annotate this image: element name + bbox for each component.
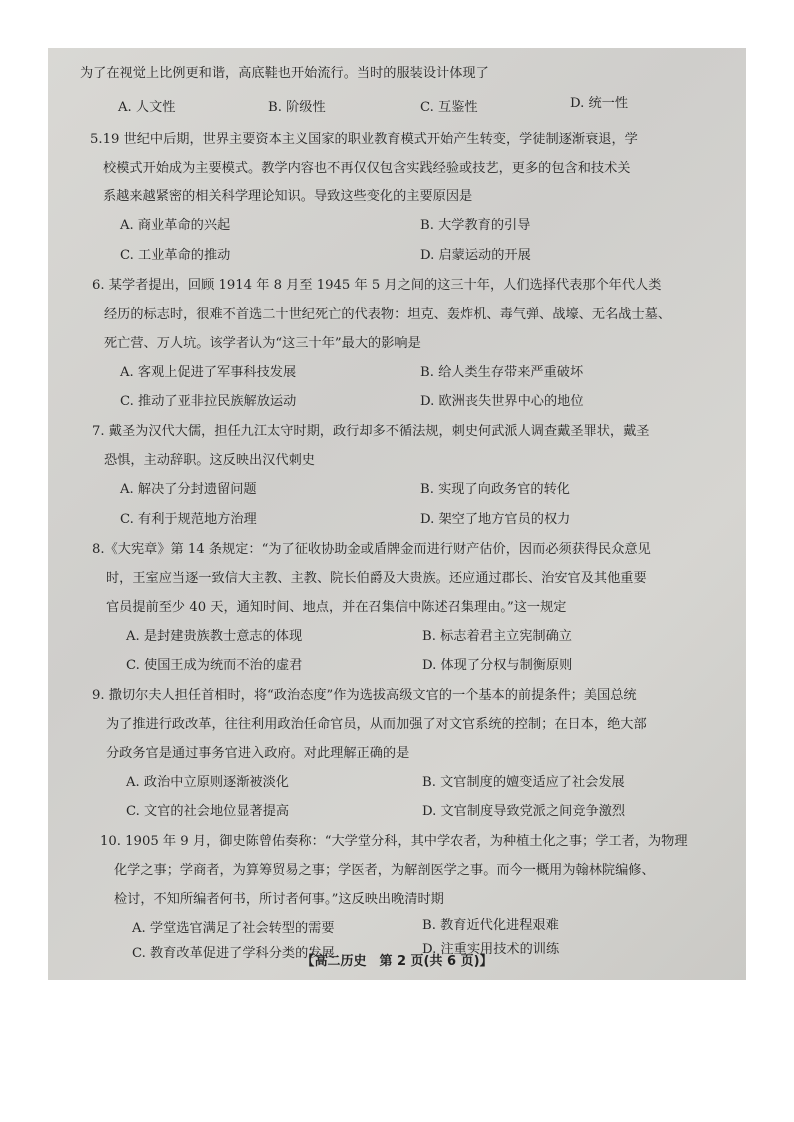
q7-option-c: C. 有利于规范地方治理	[120, 512, 257, 527]
q5-option-b: B. 大学教育的引导	[420, 218, 531, 233]
q9-line-1: 9. 撒切尔夫人担任首相时，将“政治态度”作为选拔高级文官的一个基本的前提条件；美国总统	[92, 688, 637, 703]
q8-line-1: 8.《大宪章》第 14 条规定：“为了征收协助金或盾牌金而进行财产估价，因而必须获得民众意见	[92, 542, 651, 557]
q9-line-3: 分政务官是通过事务官进入政府。对此理解正确的是	[106, 746, 410, 761]
q5-option-d: D. 启蒙运动的开展	[420, 248, 531, 263]
q6-option-a: A. 客观上促进了军事科技发展	[120, 365, 297, 380]
q8-option-a: A. 是封建贵族教士意志的体现	[126, 629, 303, 644]
q7-line-2: 恐惧，主动辞职。这反映出汉代刺史	[104, 453, 315, 468]
q9-option-c: C. 文官的社会地位显著提高	[126, 804, 290, 819]
q8-option-d: D. 体现了分权与制衡原则	[422, 658, 573, 673]
q6-option-d: D. 欧洲丧失世界中心的地位	[420, 394, 584, 409]
q10-line-3: 检讨，不知所编者何书，所讨者何事。”这反映出晚清时期	[114, 892, 444, 907]
q5-line-3: 系越来越紧密的相关科学理论知识。导致这些变化的主要原因是	[103, 189, 473, 204]
q8-option-b: B. 标志着君主立宪制确立	[422, 629, 572, 644]
q8-line-2: 时，王室应当逐一致信大主教、主教、院长伯爵及大贵族。还应通过郡长、治安官及其他重要	[106, 571, 647, 586]
q6-option-b: B. 给人类生存带来严重破坏	[420, 365, 584, 380]
exam-page-photo	[48, 48, 746, 980]
q9-option-a: A. 政治中立原则逐渐被淡化	[126, 775, 289, 790]
q6-line-2: 经历的标志时，很难不首选二十世纪死亡的代表物：坦克、轰炸机、毒气弹、战壕、无名战士墓、	[104, 307, 672, 322]
q10-line-1: 10. 1905 年 9 月，御史陈曾佑奏称：“大学堂分科，其中学农者，为种植土化之事；学工者，为物理	[100, 834, 688, 849]
q10-option-c: C. 教育改革促进了学科分类的发展	[132, 946, 335, 961]
q7-line-1: 7. 戴圣为汉代大儒，担任九江太守时期，政行却多不循法规，刺史何武派人调查戴圣罪状，戴圣	[92, 424, 650, 439]
q8-option-c: C. 使国王成为统而不治的虚君	[126, 658, 303, 673]
q9-option-d: D. 文官制度导致党派之间竞争激烈	[422, 804, 626, 819]
page-footer: 【高二历史 第 2 页(共 6 页)】	[301, 954, 493, 969]
q10-line-2: 化学之事；学商者，为算筹贸易之事；学医者，为解剖医学之事。而今一概用为翰林院编修、	[114, 863, 655, 878]
q9-line-2: 为了推进行政改革，往往利用政治任命官员，从而加强了对文官系统的控制；在日本，绝大部	[106, 717, 647, 732]
q10-option-b: B. 教育近代化进程艰难	[422, 918, 559, 933]
q4-option-d: D. 统一性	[570, 96, 629, 111]
q6-line-1: 6. 某学者提出，回顾 1914 年 8 月至 1945 年 5 月之间的这三十年，人们选择代表那个年代人类	[92, 278, 662, 293]
q6-line-3: 死亡营、万人坑。该学者认为“这三十年”最大的影响是	[104, 336, 421, 351]
q5-line-2: 校模式开始成为主要模式。教学内容也不再仅仅包含实践经验或技艺，更多的包含和技术关	[103, 161, 631, 176]
q8-line-3: 官员提前至少 40 天，通知时间、地点，并在召集信中陈述召集理由。”这一规定	[106, 600, 567, 615]
q10-option-a: A. 学堂选官满足了社会转型的需要	[132, 921, 335, 936]
q4-tail: 为了在视觉上比例更和谐，高底鞋也开始流行。当时的服装设计体现了	[80, 66, 489, 81]
q4-option-a: A. 人文性	[118, 100, 176, 115]
q7-option-a: A. 解决了分封遗留问题	[120, 482, 257, 497]
q10-option-d: D. 注重实用技术的训练	[422, 942, 560, 957]
q7-option-b: B. 实现了向政务官的转化	[420, 482, 570, 497]
q4-option-b: B. 阶级性	[268, 100, 326, 115]
q5-option-a: A. 商业革命的兴起	[120, 218, 231, 233]
q5-line-1: 5.19 世纪中后期，世界主要资本主义国家的职业教育模式开始产生转变，学徒制逐渐衰退，学	[90, 132, 638, 147]
q6-option-c: C. 推动了亚非拉民族解放运动	[120, 394, 297, 409]
q7-option-d: D. 架空了地方官员的权力	[420, 512, 571, 527]
q9-option-b: B. 文官制度的嬗变适应了社会发展	[422, 775, 625, 790]
q5-option-c: C. 工业革命的推动	[120, 248, 231, 263]
q4-option-c: C. 互鉴性	[420, 100, 478, 115]
